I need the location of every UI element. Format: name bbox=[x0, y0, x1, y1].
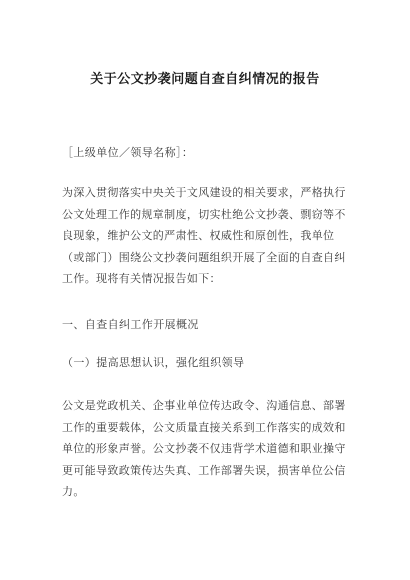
subsection-heading: （一）提高思想认识，强化组织领导 bbox=[62, 356, 245, 369]
intro-line: 公文处理工作的规章制度，切实杜绝公文抄袭、剽窃等不 bbox=[62, 207, 346, 221]
body-line: 工作的重要载体，公文质量直接关系到工作落实的成效和 bbox=[62, 420, 346, 434]
intro-line: （或部门）围绕公文抄袭问题组织开展了全面的自查自纠 bbox=[62, 250, 346, 264]
body-line: 公文是党政机关、企事业单位传达政令、沟通信息、部署 bbox=[62, 399, 346, 412]
intro-line: 工作。现将有关情况报告如下： bbox=[62, 272, 221, 285]
body-paragraph bbox=[62, 395, 354, 503]
intro-paragraph bbox=[62, 182, 354, 290]
section-heading: 一、自查自纠工作开展概况 bbox=[62, 318, 199, 331]
body-line: 更可能导致政策传达失真、工作部署失误，损害单位公信 bbox=[62, 463, 346, 477]
body-line: 力。 bbox=[62, 485, 85, 498]
document-title: 关于公文抄袭问题自查自纠情况的报告 bbox=[90, 72, 320, 87]
intro-line: 良现象，维护公文的严肃性、权威性和原创性，我单位 bbox=[62, 229, 335, 242]
body-line: 单位的形象声誉。公文抄袭不仅违背学术道德和职业操守 bbox=[62, 442, 346, 455]
salutation: ［上级单位／领导名称］： bbox=[62, 146, 194, 159]
intro-line: 为深入贯彻落实中央关于文风建设的相关要求，严格执行 bbox=[62, 186, 346, 199]
